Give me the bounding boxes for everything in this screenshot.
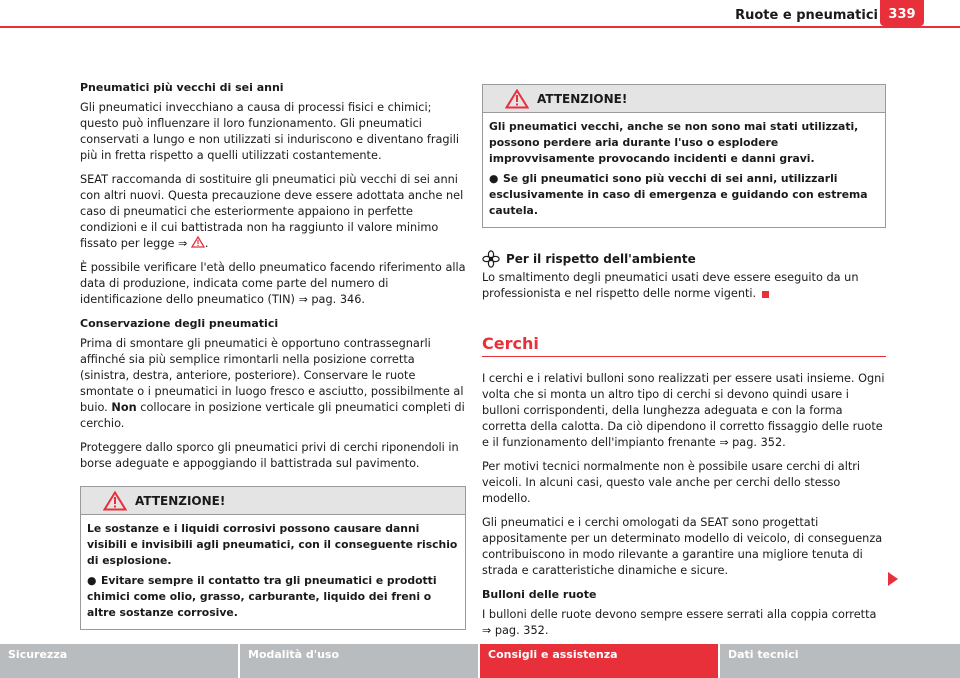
paragraph <box>482 607 886 639</box>
subheading-storage: Conservazione degli pneumatici <box>80 317 279 330</box>
warning-header <box>483 85 885 113</box>
subheading-wheel-bolts: Bulloni delle ruote <box>482 588 597 601</box>
environment-heading <box>482 250 886 268</box>
subheading-old-tyres: Pneumatici più vecchi di sei anni <box>80 81 284 94</box>
paragraph-text: È possibile verificare l'età dello pneumatico facendo riferimento alla data di produzione, indicata come parte del numero di identificazione dello pneumatico (TIN) <box>80 261 466 306</box>
bullet-icon: ● <box>489 172 499 185</box>
warning-text: Se gli pneumatici sono più vecchi di sei anni, utilizzarli esclusivamente in caso di emergenza e guidando con estrema cautela. <box>489 172 868 217</box>
warning-text: Gli pneumatici vecchi, anche se non sono mai stati utilizzati, possono perdere aria durante l'uso o esplodere improvvisamente provocando incidenti e danni gravi. <box>489 120 859 165</box>
paragraph-text: I cerchi e i relativi bulloni sono realizzati per essere usati insieme. Ogni volta che si monta un altro tipo di cerchi si devono quindi usare i bulloni corrispondenti, della lunghezza adeguata e con la forma corretta della calotta. Da ciò dipendono il corretto fissaggio delle ruote e il funzionamento dell'impianto frenante <box>482 372 885 449</box>
right-column <box>482 84 886 647</box>
warning-title: ATTENZIONE! <box>135 493 226 508</box>
footer-tab-modalita-uso[interactable]: Modalità d'uso <box>240 644 480 678</box>
warning-triangle-icon[interactable] <box>191 236 205 248</box>
warning-box <box>80 486 466 630</box>
paragraph <box>482 371 886 451</box>
arrow-ref-icon: ⇒ <box>719 436 729 449</box>
end-mark-icon <box>762 291 769 298</box>
flower-environment-icon <box>482 250 500 268</box>
left-column <box>80 80 466 630</box>
warning-text: Evitare sempre il contatto tra gli pneumatici e prodotti chimici come olio, grasso, carburante, liquido dei freni o altre sostanze corrosive. <box>87 574 437 619</box>
warning-body <box>81 515 465 629</box>
paragraph: Gli pneumatici invecchiano a causa di processi fisici e chimici; questo può influenzare il loro funzionamento. Gli pneumatici conservati a lungo e non utilizzati si induriscono e diventano fragili più in fretta rispetto a quelli utilizzati costantemente. <box>80 101 459 162</box>
paragraph <box>80 172 466 252</box>
header-title: Ruote e pneumatici <box>735 8 878 23</box>
arrow-ref-icon: ⇒ <box>178 237 188 250</box>
paragraph-text: I bulloni delle ruote devono sempre essere serrati alla coppia corretta <box>482 608 877 621</box>
paragraph <box>482 270 886 302</box>
warning-bullet-item <box>87 573 459 621</box>
paragraph <box>80 260 466 308</box>
warning-text: Le sostanze e i liquidi corrosivi possono causare danni visibili e invisibili agli pneumatici, con il conseguente rischio di esplosione. <box>87 522 458 567</box>
arrow-ref-icon: ⇒ <box>482 624 492 637</box>
next-page-arrow-icon[interactable] <box>888 572 898 586</box>
footer-nav <box>0 644 960 678</box>
warning-title: ATTENZIONE! <box>537 91 628 106</box>
warning-box <box>482 84 886 228</box>
footer-tab-sicurezza[interactable]: Sicurezza <box>0 644 240 678</box>
warning-triangle-icon <box>103 491 127 511</box>
section-title-cerchi: Cerchi <box>482 336 886 357</box>
warning-body <box>483 113 885 227</box>
page-reference-link[interactable]: pag. 352. <box>732 436 786 449</box>
warning-header <box>81 487 465 515</box>
paragraph: Gli pneumatici e i cerchi omologati da SEAT sono progettati appositamente per un determinato modello di veicolo, di conseguenza contribuiscono in modo rilevante a garantire una migliore tenuta di strada e caratteristiche dinamiche e sicure. <box>482 516 883 577</box>
warning-triangle-icon <box>505 89 529 109</box>
warning-bullet-item <box>489 171 879 219</box>
paragraph-text: Prima di smontare gli pneumatici è opportuno contrassegnarli affinché sia più semplice rimontarli nella posizione corretta (sinistra, destra, anteriore, posteriore). Conservare le ruote smontate o i pneumatici in luogo fresco e asciutto, possibilmente al buio. <box>80 337 464 414</box>
paragraph <box>80 336 466 432</box>
paragraph: Proteggere dallo sporco gli pneumatici privi di cerchi riponendoli in borse adeguate e appoggiando il battistrada sul pavimento. <box>80 441 459 470</box>
environment-title: Per il rispetto dell'ambiente <box>506 252 696 266</box>
page-reference-link[interactable]: pag. 346. <box>311 293 365 306</box>
footer-tab-dati-tecnici[interactable]: Dati tecnici <box>720 644 960 678</box>
bullet-icon: ● <box>87 574 97 587</box>
paragraph-text: collocare in posizione verticale gli pneumatici completi di cerchio. <box>80 401 465 430</box>
page-reference-link[interactable]: pag. 352. <box>494 624 549 637</box>
paragraph: Per motivi tecnici normalmente non è possibile usare cerchi di altri veicoli. In alcuni casi, questo vale anche per cerchi dello stesso modello. <box>482 460 861 505</box>
arrow-ref-icon: ⇒ <box>298 293 308 306</box>
paragraph-text: Lo smaltimento degli pneumatici usati deve essere eseguito da un professionista e nel rispetto delle norme vigenti. <box>482 271 859 300</box>
header-rule <box>0 26 960 28</box>
paragraph-end: . <box>204 237 209 250</box>
footer-tab-consigli-assistenza[interactable]: Consigli e assistenza <box>480 644 720 678</box>
page-number: 339 <box>880 0 924 26</box>
emphasis-text: Non <box>111 401 137 414</box>
paragraph-text: SEAT raccomanda di sostituire gli pneumatici più vecchi di sei anni con altri nuovi. Questa precauzione deve essere adottata anche nel caso di pneumatici che esteriormente appaiono in perfette condizioni e il cui battistrada non ha raggiunto il valore minimo fissato per legge <box>80 173 464 250</box>
